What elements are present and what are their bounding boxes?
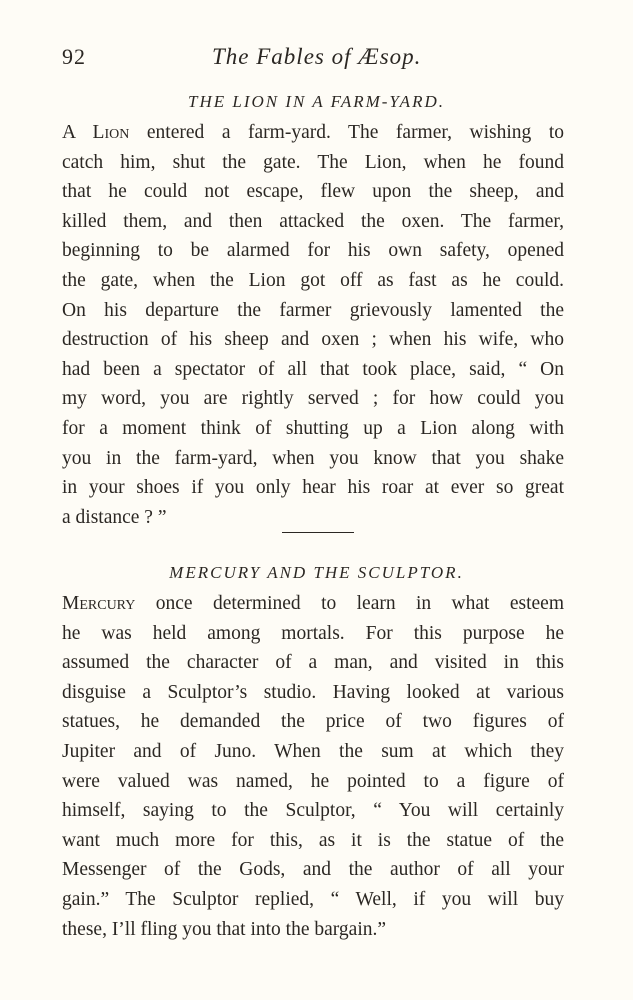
text-line: these, I’ll fling you that into the bargain.” — [62, 918, 387, 940]
text-line: Mercury once determined to learn in what esteem — [62, 593, 564, 614]
text-line: himself, saying to the Sculptor, “ You will certainly — [62, 800, 564, 822]
text-line: beginning to be alarmed for his own safety, opened — [62, 240, 564, 262]
running-title: The Fables of Æsop. — [212, 44, 422, 69]
text-line: a distance ? ” — [62, 506, 167, 528]
text-line: for a moment think of shutting up a Lion along with — [62, 417, 564, 439]
text-line: had been a spectator of all that took place, said, “ On — [62, 358, 564, 380]
text-line: Messenger of the Gods, and the author of all your — [62, 859, 564, 881]
section-divider — [282, 532, 354, 533]
text-line: the gate, when the Lion got off as fast as he could. — [62, 269, 564, 291]
lead-word: Mercury — [62, 593, 136, 614]
text-line: disguise a Sculptor’s studio. Having looked at various — [62, 681, 564, 703]
text-line: you in the farm-yard, when you know that you shake — [62, 447, 564, 469]
text-line: were valued was named, he pointed to a figure of — [62, 770, 564, 792]
text-line: catch him, shut the gate. The Lion, when he found — [62, 151, 564, 173]
page-header — [62, 44, 566, 78]
text-line: assumed the character of a man, and visited in this — [62, 652, 564, 674]
text-line: he was held among mortals. For this purpose he — [62, 622, 564, 644]
fable-text-mercury — [62, 589, 564, 944]
text-line: want much more for this, as it is the statue of the — [62, 829, 564, 851]
fable-text-lion — [62, 118, 564, 532]
text-line: destruction of his sheep and oxen ; when his wife, who — [62, 329, 564, 351]
lead-word: A Lion — [62, 122, 130, 143]
text-line: Jupiter and of Juno. When the sum at which they — [62, 740, 564, 762]
page-number: 92 — [62, 44, 86, 69]
text-line: On his departure the farmer grievously lamented the — [62, 299, 564, 321]
text-line: A Lion entered a farm-yard. The farmer, wishing to — [62, 122, 564, 143]
text-line: killed them, and then attacked the oxen. The farmer, — [62, 210, 564, 232]
text-line: in your shoes if you only hear his roar at ever so great — [62, 477, 564, 499]
text-line: my word, you are rightly served ; for how could you — [62, 388, 564, 410]
text-line: that he could not escape, flew upon the sheep, and — [62, 181, 564, 203]
text-line: gain.” The Sculptor replied, “ Well, if you will buy — [62, 888, 564, 910]
text-line: statues, he demanded the price of two figures of — [62, 711, 564, 733]
fable-title-mercury: MERCURY AND THE SCULPTOR. — [169, 563, 464, 582]
fable-title-lion: THE LION IN A FARM-YARD. — [188, 92, 445, 111]
